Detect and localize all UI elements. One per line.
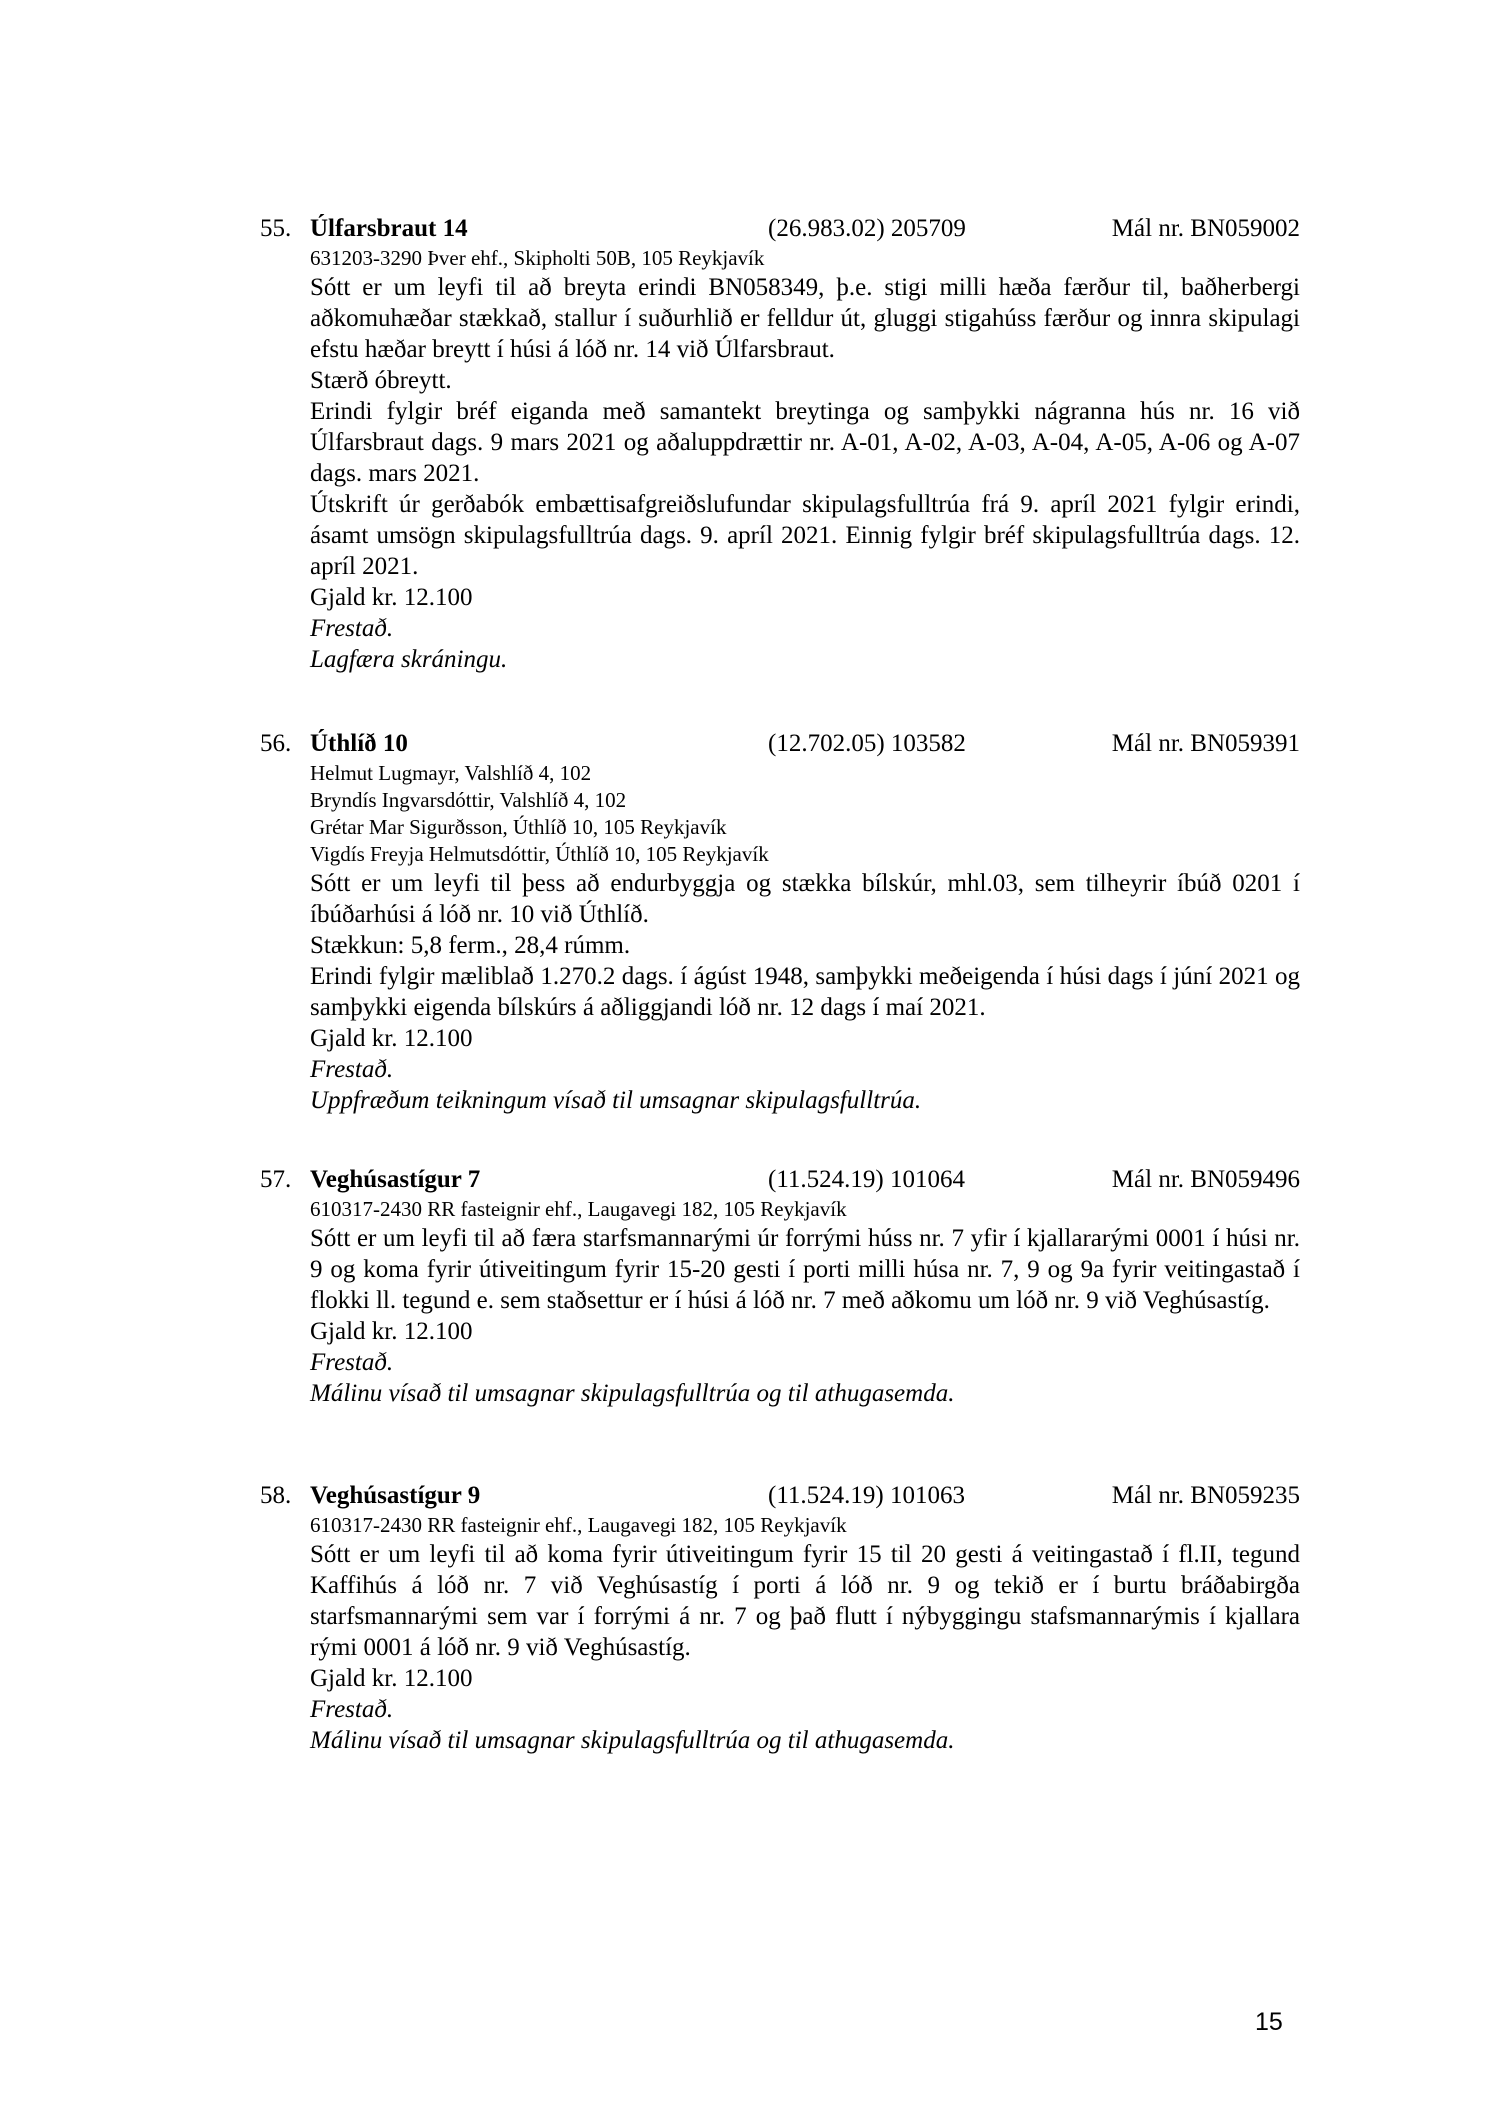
description-paragraph: Sótt er um leyfi til að koma fyrir útiveitingum fyrir 15 til 20 gesti á veitingastað í fl.II, tegund Kaffihús á lóð nr. 7 við Veghúsastíg í porti á lóð nr. 9 og tekið er í burtu bráðabirgða starfsmannarými sem var í forrými á nr. 7 og það flutt í nýbyggingu stafsmannarýmis í kjallara rými 0001 á lóð nr. 9 við Veghúsastíg. xyxy=(310,1541,1300,1661)
description-paragraph: Sótt er um leyfi til þess að endurbyggja og stækka bílskúr, mhl.03, sem tilheyrir íbúð 0201 í íbúðarhúsi á lóð nr. 10 við Úthlíð. xyxy=(310,870,1300,928)
size-note: Stærð óbreytt. xyxy=(310,367,452,394)
entry-header xyxy=(260,728,1300,760)
applicant-line: Grétar Mar Sigurðsson, Úthlíð 10, 105 Reykjavík xyxy=(310,815,727,839)
entry-case-number: Mál nr. BN059235 xyxy=(1111,1482,1300,1509)
entry-address: Veghúsastígur 7 xyxy=(310,1166,481,1193)
page-number: 15 xyxy=(1255,2008,1283,2036)
entry-body xyxy=(310,1196,1300,1409)
entry-lot-number: (11.524.19) 101063 xyxy=(768,1482,965,1509)
decision-note: Lagfæra skráningu. xyxy=(310,646,508,673)
entry-header xyxy=(260,1164,1300,1196)
entry-address: Veghúsastígur 9 xyxy=(310,1482,481,1509)
entry-number: 58. xyxy=(260,1482,292,1509)
attachments-paragraph: Erindi fylgir bréf eiganda með samantekt breytinga og samþykki nágranna hús nr. 16 við Úlfarsbraut dags. 9 mars 2021 og aðaluppdrættir nr. A-01, A-02, A-03, A-04, A-05, A-06 og A-07 dags. mars 2021. xyxy=(310,398,1300,487)
size-note: Stækkun: 5,8 ferm., 28,4 rúmm. xyxy=(310,932,631,959)
entry-lot-number: (26.983.02) 205709 xyxy=(768,215,966,242)
decision-note: Uppfræðum teikningum vísað til umsagnar skipulagsfulltrúa. xyxy=(310,1087,922,1114)
applicant-line: 631203-3290 Þver ehf., Skipholti 50B, 105 Reykjavík xyxy=(310,246,765,270)
entry-address: Úthlíð 10 xyxy=(310,730,408,757)
entry-body xyxy=(310,760,1300,1116)
applicant-line: Helmut Lugmayr, Valshlíð 4, 102 xyxy=(310,761,592,785)
decision-note: Málinu vísað til umsagnar skipulagsfulltrúa og til athugasemda. xyxy=(310,1380,955,1407)
case-entry-57 xyxy=(260,1164,1300,1409)
applicant-line: Vigdís Freyja Helmutsdóttir, Úthlíð 10, 105 Reykjavík xyxy=(310,842,769,866)
entry-lot-number: (11.524.19) 101064 xyxy=(768,1166,965,1193)
fee-line: Gjald kr. 12.100 xyxy=(310,1665,473,1692)
attachments-paragraph: Útskrift úr gerðabók embættisafgreiðslufundar skipulagsfulltrúa frá 9. apríl 2021 fylgir erindi, ásamt umsögn skipulagsfulltrúa dags. 9. apríl 2021. Einnig fylgir bréf skipulagsfulltrúa dags. 12. apríl 2021. xyxy=(310,491,1300,580)
fee-line: Gjald kr. 12.100 xyxy=(310,1025,473,1052)
case-entry-58 xyxy=(260,1480,1300,1756)
entry-body xyxy=(310,245,1300,675)
entry-lot-number: (12.702.05) 103582 xyxy=(768,730,966,757)
applicant-line: Bryndís Ingvarsdóttir, Valshlíð 4, 102 xyxy=(310,788,627,812)
entry-case-number: Mál nr. BN059391 xyxy=(1111,730,1300,757)
entry-number: 56. xyxy=(260,730,292,757)
applicant-line: 610317-2430 RR fasteignir ehf., Laugavegi 182, 105 Reykjavík xyxy=(310,1513,847,1537)
entry-number: 57. xyxy=(260,1166,292,1193)
decision-status: Frestað. xyxy=(310,615,394,642)
entry-address: Úlfarsbraut 14 xyxy=(310,215,468,242)
entry-header xyxy=(260,213,1300,245)
entry-body xyxy=(310,1512,1300,1756)
entry-number: 55. xyxy=(260,215,292,242)
case-entry-56 xyxy=(260,728,1300,1116)
entry-case-number: Mál nr. BN059496 xyxy=(1111,1166,1300,1193)
fee-line: Gjald kr. 12.100 xyxy=(310,584,473,611)
attachments-paragraph: Erindi fylgir mæliblað 1.270.2 dags. í ágúst 1948, samþykki meðeigenda í húsi dags í júní 2021 og samþykki eigenda bílskúrs á aðliggjandi lóð nr. 12 dags í maí 2021. xyxy=(310,963,1300,1021)
case-entry-55 xyxy=(260,213,1300,675)
description-paragraph: Sótt er um leyfi til að breyta erindi BN058349, þ.e. stigi milli hæða færður til, baðherbergi aðkomuhæðar stækkað, stallur í suðurhlið er felldur út, gluggi stigahúss færður og innra skipulagi efstu hæðar breytt í húsi á lóð nr. 14 við Úlfarsbraut. xyxy=(310,274,1300,363)
decision-status: Frestað. xyxy=(310,1056,394,1083)
applicant-line: 610317-2430 RR fasteignir ehf., Laugavegi 182, 105 Reykjavík xyxy=(310,1197,847,1221)
description-paragraph: Sótt er um leyfi til að færa starfsmannarými úr forrými húss nr. 7 yfir í kjallararými 0001 í húsi nr. 9 og koma fyrir útiveitingum fyrir 15-20 gesti í porti milli húsa nr. 7, 9 og 9a fyrir veitingastað í flokki ll. tegund e. sem staðsettur er í húsi á lóð nr. 7 með aðkomu um lóð nr. 9 við Veghúsastíg. xyxy=(310,1225,1300,1314)
decision-status: Frestað. xyxy=(310,1349,394,1376)
entry-header xyxy=(260,1480,1300,1512)
entry-case-number: Mál nr. BN059002 xyxy=(1111,215,1300,242)
decision-status: Frestað. xyxy=(310,1696,394,1723)
fee-line: Gjald kr. 12.100 xyxy=(310,1318,473,1345)
decision-note: Málinu vísað til umsagnar skipulagsfulltrúa og til athugasemda. xyxy=(310,1727,955,1754)
